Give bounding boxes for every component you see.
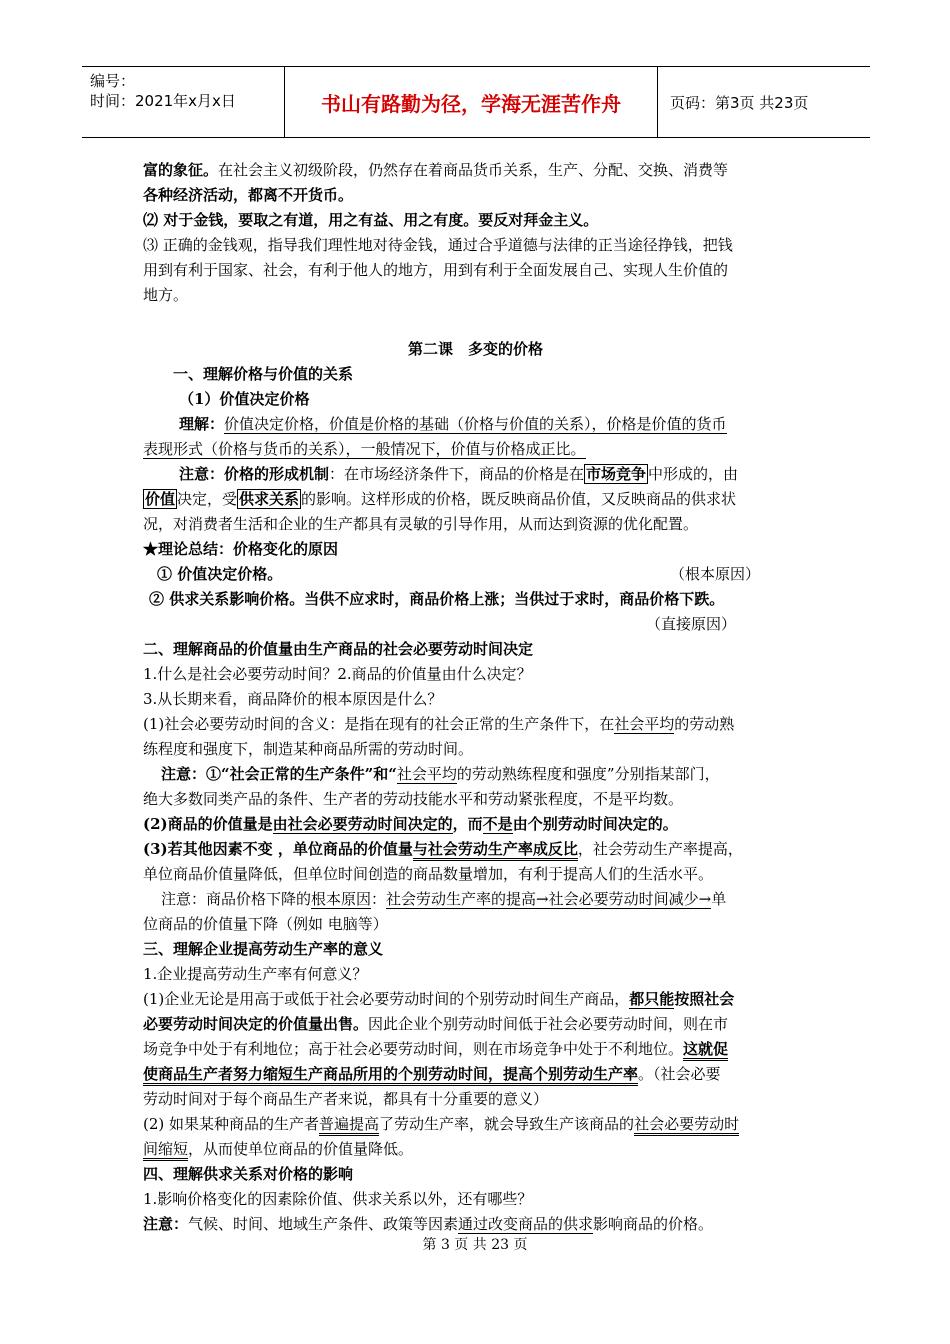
paragraph-line: 间缩短，从而使单位商品的价值量降低。 <box>143 1137 808 1162</box>
paragraph-line: 富的象征。在社会主义初级阶段，仍然存在着商品货币关系，生产、分配、交换、消费等 <box>143 161 729 179</box>
paragraph-line: 位商品的价值量下降（例如 电脑等） <box>143 915 388 933</box>
boxed-term: 供求关系 <box>239 490 300 508</box>
boxed-term: 市场竞争 <box>586 465 647 483</box>
paragraph-line: 绝大多数同类产品的条件、生产者的劳动技能水平和劳动紧张程度，不是平均数。 <box>143 790 684 808</box>
paragraph-line: 练程度和强度下，制造某种商品所需的劳动时间。 <box>143 740 474 758</box>
paragraph-line: 必要劳动时间决定的价值量出售。因此企业个别劳动时间低于社会必要劳动时间，则在市 <box>143 1015 729 1033</box>
paragraph-line: 场竞争中处于有利地位；高于社会必要劳动时间，则在市场竞争中处于不利地位。这就促 <box>143 1037 808 1062</box>
page-footer: 第 3 页 共 23 页 <box>422 1237 528 1253</box>
spacer <box>143 308 808 333</box>
paragraph-line: 注意：价格的形成机制：在市场经济条件下，商品的价格是在 市场竞争 中形成的，由 <box>179 465 739 483</box>
header-meta <box>82 67 284 137</box>
paragraph-line: (3)若其他因素不变 ，单位商品的价值量与社会劳动生产率成反比，社会劳动生产率提高， <box>143 837 808 862</box>
paragraph-line: 表现形式（价格与货币的关系），一般情况下，价值与价格成正比。 <box>143 440 586 458</box>
paragraph-line: 使商品生产者努力缩短生产商品所用的个别劳动时间，提高个别劳动生产率。（社会必要 <box>143 1062 808 1087</box>
page-label: 页码：第3页 共23页 <box>670 93 809 112</box>
paragraph-line: 注意：①“社会正常的生产条件”和“社会平均的劳动熟练程度和强度”分别指某部门， <box>161 765 720 783</box>
paragraph-line: (2) 如果某种商品的生产者普遍提高了劳动生产率，就会导致生产该商品的社会必要劳动时 <box>143 1112 808 1137</box>
paragraph-line: 各种经济活动，都离不开货币。 <box>143 186 354 204</box>
paragraph-line: 价值 决定，受 供求关系 的影响。这样形成的价格，既反映商品价值，又反映商品的供求状 <box>145 490 737 508</box>
document-body <box>143 158 808 1237</box>
sub-heading: （1）价值决定价格 <box>179 390 310 408</box>
paragraph-line: 3.从长期来看，商品降价的根本原因是什么？ <box>143 690 443 708</box>
section-heading: 二、理解商品的价值量由生产商品的社会必要劳动时间决定 <box>143 640 534 658</box>
paragraph-line: 理解：价值决定价格，价值是价格的基础（价格与价值的关系），价格是价值的货币 <box>179 415 727 433</box>
time-label: 时间：2021年x月x日 <box>90 92 236 110</box>
motto: 书山有路勤为径，学海无涯苦作舟 <box>284 67 658 137</box>
paragraph-line: (2)商品的价值量是由社会必要劳动时间决定的，而不是由个别劳动时间决定的。 <box>143 815 678 833</box>
paragraph-line: (1)社会必要劳动时间的含义：是指在现有的社会正常的生产条件下，在社会平均的劳动熟 <box>143 715 735 733</box>
paragraph-line: (1)企业无论是用高于或低于社会必要劳动时间的个别劳动时间生产商品，都只能按照社会 <box>143 990 735 1008</box>
paragraph-line: 注意：商品价格下降的根本原因：社会劳动生产率的提高→社会必要劳动时间减少→单 <box>161 890 727 908</box>
paragraph-line: ⑶ 正确的金钱观，指导我们理性地对待金钱，通过合乎道德与法律的正当途径挣钱，把钱 <box>143 236 733 254</box>
section-heading: 一、理解价格与价值的关系 <box>173 365 354 383</box>
paragraph-line: 劳动时间对于每个商品生产者来说，都具有十分重要的意义） <box>143 1090 549 1108</box>
id-label: 编号： <box>90 72 136 90</box>
paragraph-line: 单位商品价值量降低，但单位时间创造的商品数量增加，有利于提高人们的生活水平。 <box>143 865 714 883</box>
section-heading: 四、理解供求关系对价格的影响 <box>143 1165 354 1183</box>
paragraph-line: ② 供求关系影响价格。当供不应求时，商品价格上涨；当供过于求时，商品价格下跌。 <box>149 590 725 608</box>
boxed-term: 价值 <box>145 490 176 508</box>
lesson-title: 第二课 多变的价格 <box>407 340 543 358</box>
paragraph-line: 1.什么是社会必要劳动时间？2.商品的价值量由什么决定？ <box>143 665 532 683</box>
paragraph-line: 用到有利于国家、社会，有利于他人的地方，用到有利于全面发展自己、实现人生价值的 <box>143 261 729 279</box>
paragraph-line: 地方。 <box>143 286 189 304</box>
paragraph-line: 况，对消费者生活和企业的生产都具有灵敏的引导作用，从而达到资源的优化配置。 <box>143 515 699 533</box>
section-heading: 三、理解企业提高劳动生产率的意义 <box>143 940 384 958</box>
paragraph-line: ⑵ 对于金钱，要取之有道，用之有益、用之有度。要反对拜金主义。 <box>143 211 599 229</box>
paragraph-line: 1.影响价格变化的因素除价值、供求关系以外，还有哪些？ <box>143 1190 533 1208</box>
paragraph-line: ① 价值决定价格。 （根本原因） <box>157 565 760 583</box>
paragraph-line: （直接原因） <box>645 615 736 633</box>
paragraph-line: 注意：气候、时间、地域生产条件、政策等因素通过改变商品的供求影响商品的价格。 <box>143 1215 714 1233</box>
summary-heading: ★理论总结：价格变化的原因 <box>143 540 339 558</box>
paragraph-line: 1.企业提高劳动生产率有何意义？ <box>143 965 368 983</box>
header-table <box>82 66 870 138</box>
